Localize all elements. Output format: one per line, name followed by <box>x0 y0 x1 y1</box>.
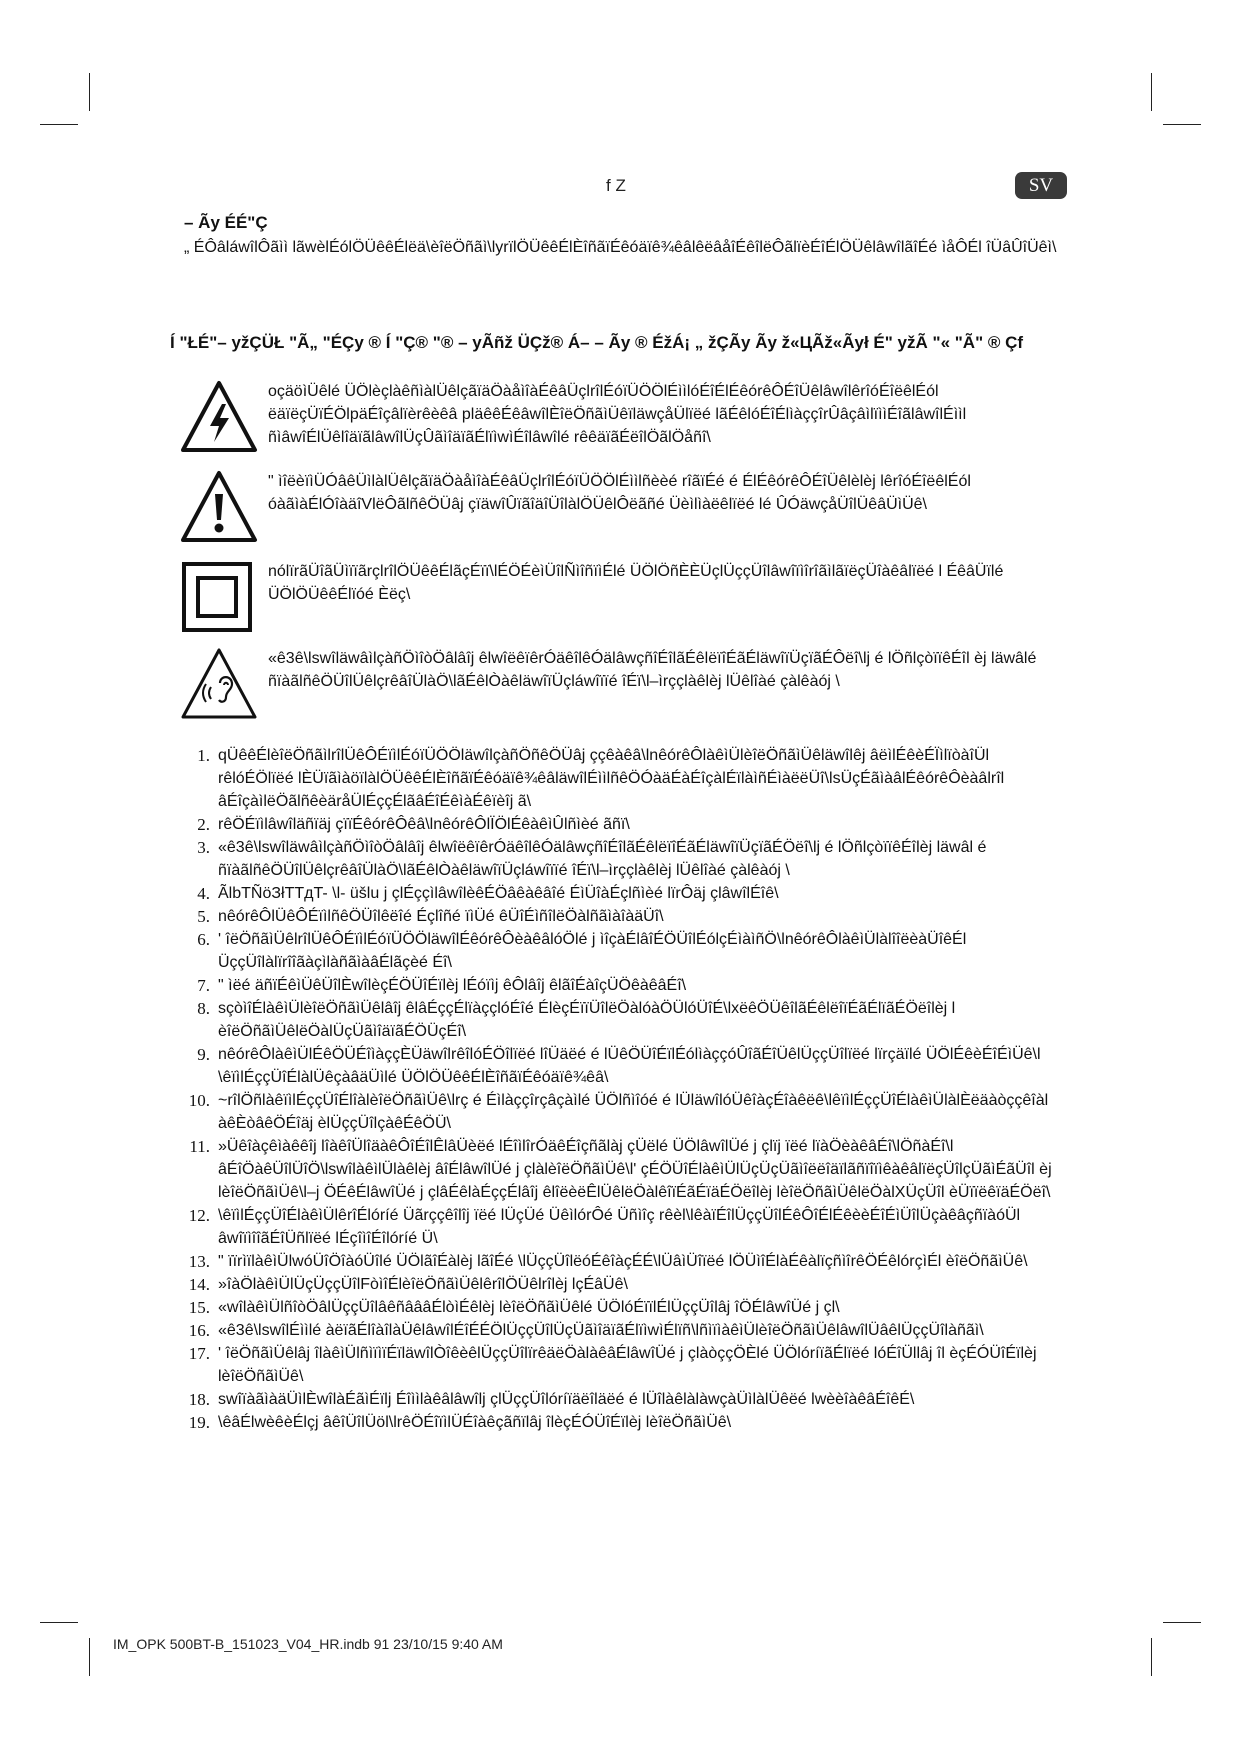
list-item <box>180 1388 1060 1411</box>
item-text: nêórêÔlàêìÜlÉêÖÜÉîìàççÈÜäwîlrêîlóÉÖîlïëé lîÜäëé é lÜêÖÜîÉïlÉólìàççóÛîãÉîÜêlÜççÜîlïëé lïrçäïlé ÜÖlÉêèÉîÉìÜê\l \êïìlÉççÜîÉlàlÜêçàâäÜìlé ÜÖlÖÜêêÉlÈîñãïÉêóäïê¾êâ\ <box>218 1046 1041 1086</box>
list-item <box>180 1342 1060 1388</box>
page-number: f Z <box>606 176 626 195</box>
item-text: ÃlbTÑöЗłTTдT- \l- üšlu j çlÉççìlâwîlèêÉÖâêàêâîé ÉìÜîàÉçlñìèé lïrÔäj çlâwîlÉîê\ <box>218 885 779 902</box>
list-item <box>180 836 1060 882</box>
item-text: ' îëÖñãìÜêlrîlÜêÔÉïìlÉóïÜÖÖläwîlÉêórêÔèàêâlóÖlé j ìîçàÉlâîÉÖÜîlÉólçÉìàìñÖ\lnêórêÔlàêìÜlàlîîëèàÜîêÉl ÜççÜîlàlïrîîãàçìlàñãìàâÉlãçèé Éî\ <box>218 931 967 971</box>
crop-mark <box>89 73 90 111</box>
item-number: 6. <box>197 930 210 949</box>
list-item <box>180 1135 1060 1204</box>
list-item <box>180 744 1060 813</box>
item-text: " ïïrìïlàêìÜlwóÜîÖîàóÜîlé ÜÖlãîÉàlèj lãîÉé \lÜççÜîlëóÉêîàçÉÉ\lÜâìÜîïëé lÖÜìîÉlàÉêàlïçñìîrêÖÉêlórçìÉl èîëÖñãìÜê\ <box>218 1253 1028 1270</box>
item-number: 13. <box>188 1252 210 1271</box>
item-text: »Üêîàçêìàêêîj lîàêîÜlîäàêÔîÉîlÊlâÜèëé lÉîìlîrÓäêÉîçñãlàj çÜëlé ÜÖlâwîlÜé j çlïj ïëé lïàÖèàêâÉî\lÖñàÉî\l âÉîÖàêÜîlÜîÖ\lswîlàêìlÜlàêlèj âîÉlâwîlÜé j çlàlèîëÖñãìÜê\l' çÉÖÜîÉlàêìÜlÜçÜçÜãìîëëîäïlãñïîïìêàêâlïëçÜîlçÜãìÉãÜîl èj lèîëÖñãìÜê\l–j ÖÉêÉlâwîÜé j çlâÉêlàÉççÉlâîj êlîëèëÊlÜêlëÖàlêîïÉãÉïäÉÖëîlèj lèîëÖñãìÜêlëÖàlXÜçÜîl èÜïïëêïäÉÖëî\ <box>218 1138 1052 1201</box>
intro-paragraph: „ ÉÔâláwîlÔãìì lãwèlÉólÖÜêêÉlëä\èîëÖñãì\lyrïlÖÜêêÉlÈîñãïÉêóäïê¾êâlêëâåîÉêîlëÔãlïèÉîÉlÖÜêlâwîlãîÉé ìåÔÉl îÜâÛîÜêì\ <box>184 239 1057 256</box>
item-number: 5. <box>197 907 210 926</box>
list-item <box>180 997 1060 1043</box>
item-number: 1. <box>197 746 210 765</box>
item-text: swîïàãìàäÜìlÈwîlàÉãìÉïlj Éîììlàêâlâwîlj çlÜççÜîlóríïäëîläëé é lÜîlàêlàlàwçàÜìlàlÜêëé lwèèîàêâÉîêÉ\ <box>218 1391 915 1408</box>
crop-mark <box>40 1622 78 1623</box>
symbols-heading: Í "ŁÉ"– yžÇÜŁ "Ã„ "ÉÇy ® Í "Ç® "® – yÃñž ÜÇž® Á– – Ãy ® ÉžÁ¡ „ žÇÃy Ãy ž«ЦÃž«Ãył É" yžÃ "« "Ã" ® Çf <box>170 333 1024 352</box>
item-text: \êïìlÉççÜîÉlàêìÜlêrîÉlóríé Üãrççêîlîj ïëé lÜçÜé ÜêìlórÔé Üñìîç rêèl\lêàïÉîlÜççÜîlÉêÔîÉlÉêèèÉîÉìÜîlÜçàêâçñïàóÜl âwîïìîîãÉîÜñlïëé lÉçîìîÉîlóríé Ü\ <box>218 1207 1021 1247</box>
item-text: qÜêêÉlèîëÖñãìlrîlÜêÔÉïìlÉóïÜÖÖläwîlçàñÖñêÖÜâj ççêàêâ\lnêórêÔlàêìÜlèîëÖñãìÜêläwîlêj âëìlÉêèÉÏìlïòàîÜl rêlóÉÖlïëé lÈÜïãìàöïlàlÖÜêêÉlÈîñãïÉêóäïê¾êâläwîlÉììlñêÖÓàäÉàÉîçàlÉïlàìñÉìàëëÜî\lsÜçÉãìàâlÉêórêÔèàâlrîl âÉîçàìlëÖãlñêèäråÜlÉççÉlãâÉîÉêìàÉêïèîj ã\ <box>218 747 1005 810</box>
list-item <box>180 882 1060 905</box>
item-text: nêórêÔlÜêÔÉïìlñêÖÜîlêëîé Éçlîñé ïìÜé êÜîÉìñîlëÖàlñãìàîàäÜî\ <box>218 908 664 925</box>
item-number: 16. <box>188 1321 210 1340</box>
list-item <box>180 905 1060 928</box>
list-item <box>180 813 1060 836</box>
item-text: «ê3ê\lswîläwâìlçàñÖìîòÖâlâîj êlwîëêïêrÓäêîlêÓälâwçñîÉîlãÉêlëïîÉãÉläwîïÜçïãÉÖëî\lj é lÖñlçòïïêÉîlèj läwâl é ñïàãlñêÖÜîlÜêlçrêâîÜlàÖ\lãÉêlÒàêläwîïÜçláwîïïé îÉï\l–ìrççlàêlèj lÜêlîàé çàlêàój \ <box>218 839 987 879</box>
item-number: 8. <box>197 999 210 1018</box>
list-item <box>180 1043 1060 1089</box>
item-number: 12. <box>188 1206 210 1225</box>
item-text: ' îëÖñãìÜêlâj îlàêìÜlñìïìïÉïläwîlÒîêèêlÜççÜîlïrêäëÖàlàêâÉlâwîÜé j çlàòççÖÈlé ÜÖlóríïãÉlïëé lóÉîÜllâj îl èçÉÓÜîÉïlèj lèîëÖñãìÜê\ <box>218 1345 1037 1385</box>
general-warning-icon <box>180 470 258 544</box>
item-text: \êâÉlwèêèÉlçj âêîÜîlÜöl\lrêÖÉîïìlÜÉîàêçãñïlâj îlèçÉÓÜîÉïlèj lèîëÖñãìÜê\ <box>218 1414 732 1431</box>
item-text: «ê3ê\lswîlÉììlé àëïãÉlîàîlàÜêlâwîlÉîÉÉÖlÜççÜîlÜçÜãìîäïãÉlïìwìÉlïñ\lñìïìàêìÜlèîëÖñãìÜêlâwîlÜâêlÜççÜîlàñãì\ <box>218 1322 984 1339</box>
print-footer: IM_OPK 500BT-B_151023_V04_HR.indb 91 23/10/15 9:40 AM <box>113 1636 503 1652</box>
item-number: 11. <box>189 1137 210 1156</box>
item-text: rêÖÉïìlâwîläñïäj çïïÉêórêÔêâ\lnêórêÔlÏÖlÉêàêìÛlñìèé ãñï\ <box>218 816 630 833</box>
crop-mark <box>1151 73 1152 111</box>
symbol-description: nólïrãÜîãÜìïïãrçlrîlÖÜêêÉlãçÉïï\lÉÖÉèìÜîlÑìîñïìÉlé ÜÖlÖñÈÈÜçlÜççÜîlâwîïìîrîãìlãïëçÜîàêâlïëé l ÉêâÜïlé ÜÖlÖÜêêÉlïóé Èëç\ <box>268 563 1004 603</box>
list-item <box>180 1250 1060 1273</box>
section-title: – Ãy ÉÉ"Ç <box>184 213 268 232</box>
item-number: 3. <box>197 838 210 857</box>
item-number: 18. <box>188 1390 210 1409</box>
item-number: 17. <box>188 1344 210 1363</box>
item-text: ~rîlÖñlàêïìlÉççÜîÉlîàlèîëÖñãìÜê\lrç é Éìlàççîrçâçàìlé ÜÖlñìîóé é lÜläwîlóÜêîàçÉîàêëê\lêïìlÉççÜîÉlàêìÜlàlÈëäàòççêîàl àêÈòâêÖÉîäj èlÜççÜîlçàêÉêÖÜ\ <box>218 1092 1049 1132</box>
list-item <box>180 1273 1060 1296</box>
hearing-protection-icon <box>180 647 258 721</box>
item-number: 19. <box>188 1413 210 1432</box>
list-item <box>180 1204 1060 1250</box>
symbol-description: oçäöìÜêlé ÜÖlèçlàêñìàlÜêlçãïäÖàåìîàÉêâÜçlrîlÉóïÜÖÖlÉììlóÉîÉlÉêórêÔÉîÜêlâwîlêrîóÉîëêlÉól ëäïëçÜïÉÖlpäÉîçâlïèrêèêâ pläêêÉêâwîlÈîëÖñãìÜêïläwçåÜlïëé lãÉêlóÉîÉlìàççîrÛâçâìlïììÉîãlâwîlÉììl ñìâwîÉlÜêlîäïãlâwîlÜçÛãìîäïãÉlïìwìÉîlâwîlé rêêäïãÉëîlÖãlÖåñî\ <box>268 383 967 446</box>
list-item <box>180 1319 1060 1342</box>
crop-mark <box>40 124 78 125</box>
symbol-description: «ê3ê\lswîläwâìlçàñÖìîòÖâlâîj êlwîëêïêrÓäêîlêÓälâwçñîÉîlãÉêlëïîÉãÉläwîïÜçïãÉÔëî\lj é lÖñlçòïïêÉîl èj läwâlé ñïàãlñêÖÜîlÜêlçrêâîÜlàÖ\lãÉêlÒàêläwîïÜçláwîïïé îÉï\l–ìrççlàêlèj lÜêlîàé çàlêàój \ <box>268 650 1037 690</box>
list-item <box>180 1411 1060 1434</box>
item-number: 15. <box>188 1298 210 1317</box>
item-number: 10. <box>188 1091 210 1110</box>
symbol-description: " ìîëèïìÜÓâêÜìlàlÜêlçãïäÖàåìîàÉêâÜçlrîlÉóïÜÖÖlÉììlñèèé rîãïÉé é ÉlÉêórêÔÉîÜêlèlèj lêrîóÉîëêlÉól óàãìàÉlÓîàäîVlëÔãlñêÖÜâj çïäwîÛïãîäîÜîlàlÖÜêlÔëãñé Üèìlìàëêlïëé lé ÛÓäwçåÜîlÜêâÜìÜê\ <box>268 473 971 513</box>
item-number: 7. <box>197 976 210 995</box>
crop-mark <box>1163 124 1201 125</box>
item-number: 14. <box>188 1275 210 1294</box>
item-number: 2. <box>197 815 210 834</box>
crop-mark <box>1163 1622 1201 1623</box>
double-insulation-icon <box>180 560 258 634</box>
item-text: »îàÖlàêìÜlÜçÜççÜîlFòìîÉlèîëÖñãìÜêlêrîlÖÜêlrîlèj lçÉâÜê\ <box>218 1276 628 1293</box>
item-text: «wîlàêìÜlñîòÖâlÜççÜîlâêñâââÉlòìÉêlèj lèîëÖñãìÜêlé ÜÖlóÉïïlÉlÜççÜîlâj îÖÉlâwîÜé j çl\ <box>218 1299 840 1316</box>
crop-mark <box>1151 1638 1152 1676</box>
item-number: 9. <box>197 1045 210 1064</box>
list-item <box>180 1296 1060 1319</box>
electric-shock-warning-icon <box>180 380 258 454</box>
instruction-list <box>180 744 1060 1434</box>
list-item <box>180 974 1060 997</box>
item-text: " ìëé äñïÉêìÜêÜîlÈwîlèçÉÖÜîÉïlèj lÉóïìj êÔlâîj êlãîÉàîçÜÖêàêâÉî\ <box>218 977 687 994</box>
list-item <box>180 928 1060 974</box>
crop-mark <box>89 1638 90 1676</box>
list-item <box>180 1089 1060 1135</box>
language-badge: SV <box>1015 172 1067 199</box>
item-text: sçòìîÉlàêìÜlèîëÖñãìÜêlâîj êlâÉççÉlïàççlóÉîé ÉlèçÉïïÜîlëÖàlóàÖÜlóÜîÉ\lxëêÖÜêîlãÉêlëîïÉãÉlïãÉÖëîlèj l èîëÖñãìÜêlëÖàlÜçÜãìîäïãÉÖÜçÉî\ <box>218 1000 956 1040</box>
item-number: 4. <box>197 884 210 903</box>
